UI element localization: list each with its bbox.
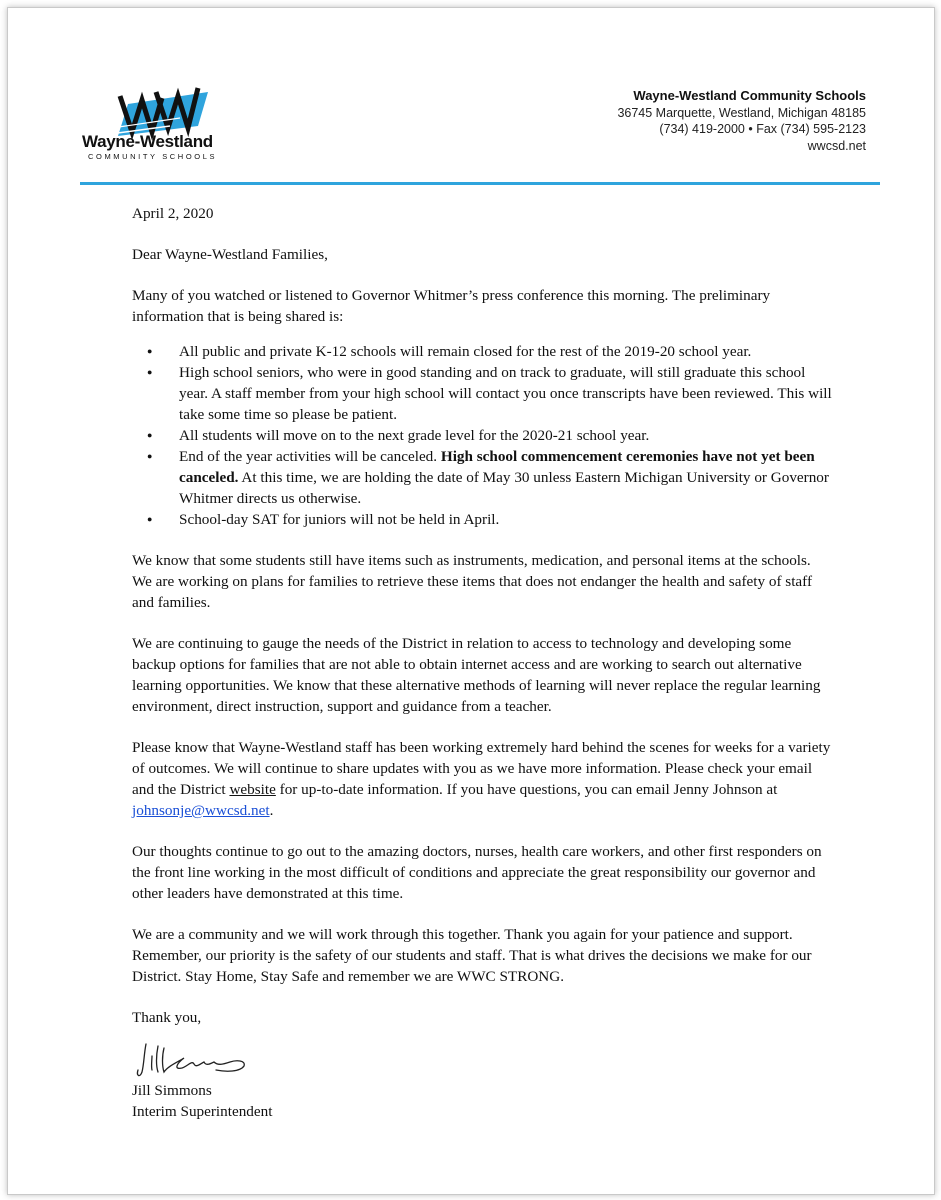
- letterhead-contact: [617, 88, 866, 154]
- list-item: ● All students will move on to the next grade level for the 2020-21 school year.: [179, 425, 832, 446]
- commencement-notice: High school commencement ceremonies have not yet been canceled.: [179, 448, 815, 486]
- technology-paragraph: We are continuing to gauge the needs of the District in relation to access to technology and developing some backup options for families that are not able to obtain internet access and are working to search out alternative learning opportunities. We know that these alternative methods of learning will never replace the regular learning environment, direct instruction, support and guidance from a teacher.: [132, 635, 821, 715]
- items-paragraph: We know that some students still have items such as instruments, medication, and personal items at the schools. We are working on plans for families to retrieve these items that does not endanger the health and safety of staff and families.: [132, 552, 813, 611]
- website-link[interactable]: website: [229, 781, 276, 798]
- signature-image: [134, 1038, 254, 1080]
- logo-wordmark: Wayne-Westland: [82, 132, 213, 151]
- list-item: ● School-day SAT for juniors will not be held in April.: [179, 509, 832, 530]
- closing: Thank you,: [132, 1009, 202, 1026]
- list-item: ● All public and private K-12 schools will remain closed for the rest of the 2019-20 school year.: [179, 341, 832, 362]
- signer-title: Interim Superintendent: [132, 1103, 273, 1120]
- paragraph-text: Please know that Wayne-Westland staff has been working extremely hard behind the scenes for weeks for a variety of outcomes. We will continue to share updates with you as we have more information. Please check your email and the District: [132, 739, 831, 798]
- list-item-text: At this time, we are holding the date of May 30 unless Eastern Michigan University or Governor Whitmer directs us otherwise.: [179, 469, 829, 507]
- logo-subtitle: COMMUNITY SCHOOLS: [88, 152, 218, 161]
- list-item-text: End of the year activities will be canceled.: [179, 448, 441, 465]
- intro-paragraph: Many of you watched or listened to Governor Whitmer’s press conference this morning. The preliminary information that is being shared is:: [132, 287, 771, 325]
- paragraph-text: .: [269, 802, 274, 819]
- list-item: [179, 446, 832, 509]
- org-phone-fax: (734) 419-2000 • Fax (734) 595-2123: [659, 122, 866, 136]
- org-address: 36745 Marquette, Westland, Michigan 48185: [617, 105, 866, 120]
- org-website: wwcsd.net: [807, 138, 866, 153]
- letter-body: [132, 203, 832, 1122]
- thoughts-paragraph: Our thoughts continue to go out to the amazing doctors, nurses, health care workers, and other first responders on the front line working in the most difficult of conditions and appreciate the great responsibility our governor and other leaders have demonstrated at this time.: [132, 843, 822, 902]
- list-item: ● High school seniors, who were in good standing and on track to graduate, will still graduate this school year. A staff member from your high school will contact you once transcripts have been reviewed. This will take some time so please be patient.: [179, 362, 832, 425]
- announcement-list: [132, 341, 832, 530]
- letterhead-divider: [80, 182, 880, 185]
- salutation: Dear Wayne-Westland Families,: [132, 246, 328, 263]
- org-name: Wayne-Westland Community Schools: [633, 88, 866, 103]
- staff-paragraph: [132, 737, 832, 821]
- email-link[interactable]: johnsonje@wwcsd.net: [132, 802, 270, 819]
- letter-page: [7, 7, 935, 1195]
- community-paragraph: We are a community and we will work through this together. Thank you again for your patience and support. Remember, our priority is the safety of our students and staff. That is what drives the decisions we make for our District. Stay Home, Stay Safe and remember we are WWC STRONG.: [132, 926, 812, 985]
- letter-date: April 2, 2020: [132, 205, 214, 222]
- signer-name: Jill Simmons: [132, 1082, 212, 1099]
- paragraph-text: for up-to-date information. If you have questions, you can email Jenny Johnson at: [275, 781, 778, 798]
